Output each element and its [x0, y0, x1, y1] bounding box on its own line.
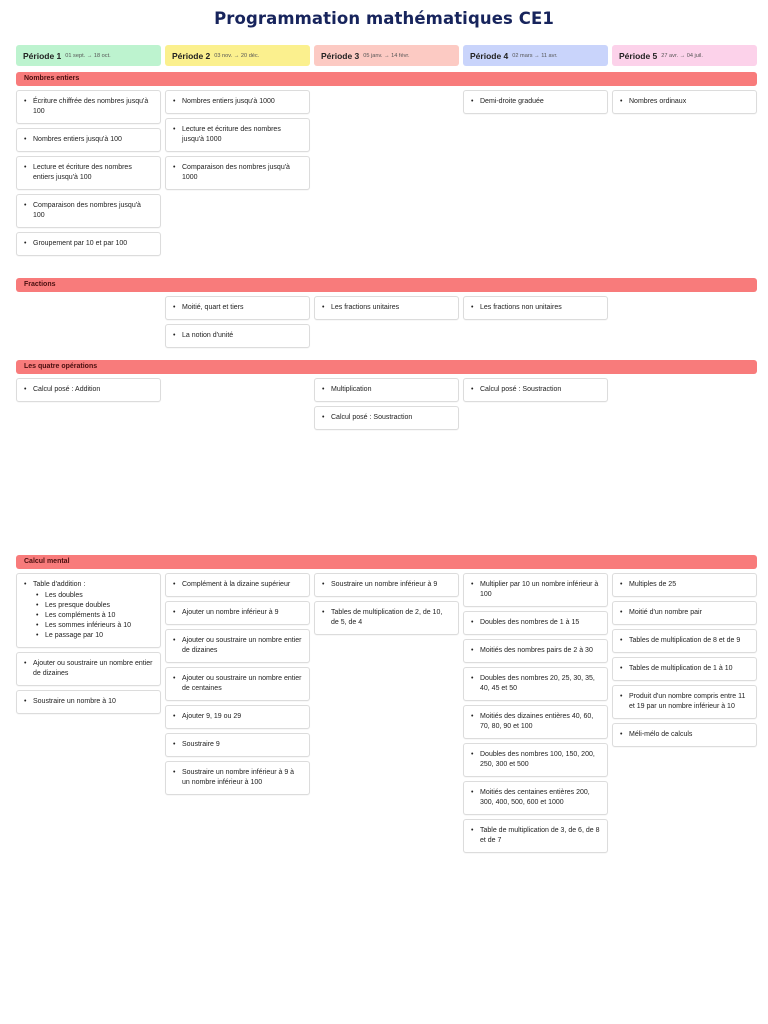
skill-card: [612, 723, 757, 747]
skill-label: Table de multiplication de 3, de 6, de 8 et de 7: [480, 827, 600, 844]
skill-label: Doubles des nombres 20, 25, 30, 35, 40, 45 et 50: [480, 675, 595, 692]
bullet-icon: •: [620, 665, 623, 672]
skill-item: [471, 788, 601, 808]
skill-card: [165, 118, 310, 152]
sub-item-label: Les doubles: [45, 592, 83, 599]
bullet-icon: •: [24, 98, 27, 105]
bullet-icon: •: [173, 637, 176, 644]
section-band: Nombres entiers: [16, 72, 757, 86]
skill-item: [24, 163, 154, 183]
skill-label: Méli-mélo de calculs: [629, 731, 693, 738]
skill-item: [322, 385, 452, 395]
period-name: Période 5: [619, 50, 658, 61]
skill-label: Moitiés des nombres pairs de 2 à 30: [480, 647, 593, 654]
skill-item: [322, 303, 452, 313]
skill-item: [620, 636, 750, 646]
bullet-icon: •: [173, 126, 176, 133]
period-name: Période 3: [321, 50, 360, 61]
period-name: Période 4: [470, 50, 509, 61]
bullet-icon: •: [322, 609, 325, 616]
skill-label: Comparaison des nombres jusqu'à 1000: [182, 164, 290, 181]
bullet-icon: •: [322, 386, 325, 393]
period-header-5: [612, 45, 757, 66]
skill-label: Multiples de 25: [629, 581, 677, 588]
skill-card: [16, 690, 161, 714]
skill-card: [16, 194, 161, 228]
skill-label: Doubles des nombres 100, 150, 200, 250, 300 et 500: [480, 751, 595, 768]
bullet-icon: •: [24, 386, 27, 393]
section-band: Les quatre opérations: [16, 360, 757, 374]
skill-label: Soustraire un nombre inférieur à 9 à un nombre inférieur à 100: [182, 769, 295, 786]
skill-card: [612, 657, 757, 681]
skill-item: [173, 97, 303, 107]
skill-item: [471, 97, 601, 107]
skill-label: Moitiés des centaines entières 200, 300, 400, 500, 600 et 1000: [480, 789, 590, 806]
skill-card: [314, 601, 459, 635]
bullet-icon: •: [471, 386, 474, 393]
skill-item: [173, 740, 303, 750]
period-column-1: [16, 378, 161, 406]
skill-label: Doubles des nombres de 1 à 15: [480, 619, 580, 626]
skill-item: [24, 697, 154, 707]
skill-label: Les fractions non unitaires: [480, 304, 562, 311]
skill-item: [173, 580, 303, 590]
skill-item: [471, 618, 601, 628]
skill-card: [612, 90, 757, 114]
sub-item-label: Le passage par 10: [45, 632, 103, 639]
bullet-icon: •: [471, 713, 474, 720]
period-header-1: [16, 45, 161, 66]
skill-card: [16, 156, 161, 190]
period-header-2: [165, 45, 310, 66]
section-band: Fractions: [16, 278, 757, 292]
skill-item: [24, 201, 154, 221]
bullet-icon: •: [173, 675, 176, 682]
skill-card: [463, 296, 608, 320]
bullet-icon: •: [471, 675, 474, 682]
skill-card: [314, 573, 459, 597]
skill-label: Lecture et écriture des nombres jusqu'à 1000: [182, 126, 281, 143]
skill-item: [471, 303, 601, 313]
period-dates: 05 janv. → 14 févr.: [363, 52, 410, 59]
skill-item: [471, 674, 601, 694]
skill-item: [322, 413, 452, 423]
bullet-icon: •: [24, 202, 27, 209]
skill-label: Ajouter un nombre inférieur à 9: [182, 609, 279, 616]
bullet-icon: •: [24, 164, 27, 171]
skill-item: [24, 659, 154, 679]
skill-item: [620, 692, 750, 712]
skill-item: [471, 750, 601, 770]
skill-card: [165, 629, 310, 663]
sub-item: [36, 601, 154, 611]
skill-item: [173, 636, 303, 656]
bullet-icon: •: [173, 332, 176, 339]
period-column-3: [314, 296, 459, 324]
skill-label: Calcul posé : Soustraction: [331, 414, 413, 421]
skill-item: [471, 385, 601, 395]
bullet-icon: •: [24, 698, 27, 705]
skill-card: [463, 781, 608, 815]
period-column-5: [612, 573, 757, 751]
period-dates: 03 nov. → 20 déc.: [214, 52, 260, 59]
bullet-icon: •: [322, 581, 325, 588]
skill-card: [463, 743, 608, 777]
skill-card: [165, 601, 310, 625]
skill-card: [612, 601, 757, 625]
skill-card: [16, 573, 161, 648]
bullet-icon: •: [471, 751, 474, 758]
skill-card: [612, 573, 757, 597]
period-column-1: [16, 573, 161, 718]
skill-label: Lecture et écriture des nombres entiers jusqu'à 100: [33, 164, 132, 181]
page-title: Programmation mathématiques CE1: [214, 9, 554, 28]
skill-item: [471, 580, 601, 600]
skill-item: [173, 331, 303, 341]
skill-item: [173, 712, 303, 722]
skill-item: [173, 768, 303, 788]
bullet-icon: •: [36, 612, 39, 619]
sub-item-label: Les presque doubles: [45, 602, 110, 609]
skill-label: Tables de multiplication de 8 et de 9: [629, 637, 741, 644]
bullet-icon: •: [620, 98, 623, 105]
skill-label: Nombres entiers jusqu'à 1000: [182, 98, 275, 105]
period-column-2: [165, 573, 310, 799]
skill-label: Table d'addition :: [33, 581, 86, 588]
period-header-3: [314, 45, 459, 66]
period-column-4: [463, 296, 608, 324]
period-dates: 27 avr. → 04 juil.: [661, 52, 703, 59]
skill-item: [620, 664, 750, 674]
sub-item: [36, 621, 154, 631]
bullet-icon: •: [24, 581, 27, 588]
skill-item: [24, 97, 154, 117]
section-fractions: [16, 278, 757, 339]
sub-item: [36, 591, 154, 601]
section-nombres-entiers: [16, 72, 757, 247]
skill-item: [173, 163, 303, 183]
bullet-icon: •: [36, 592, 39, 599]
skill-item: [24, 135, 154, 145]
bullet-icon: •: [24, 240, 27, 247]
skill-card: [165, 324, 310, 348]
bullet-icon: •: [471, 98, 474, 105]
skill-label: Moitié d'un nombre pair: [629, 609, 702, 616]
skill-card: [165, 156, 310, 190]
skill-card: [165, 667, 310, 701]
bullet-icon: •: [471, 304, 474, 311]
skill-label: Ajouter ou soustraire un nombre entier de dizaines: [182, 637, 302, 654]
period-dates: 01 sept. → 18 oct.: [65, 52, 111, 59]
skill-card: [463, 378, 608, 402]
sub-list: [36, 591, 154, 641]
skill-card: [165, 705, 310, 729]
skill-card: [16, 652, 161, 686]
skill-card: [612, 629, 757, 653]
skill-label: Soustraire un nombre à 10: [33, 698, 116, 705]
skill-label: Soustraire 9: [182, 741, 220, 748]
skill-item: [173, 674, 303, 694]
skill-item: [471, 712, 601, 732]
bullet-icon: •: [471, 619, 474, 626]
bullet-icon: •: [173, 304, 176, 311]
skill-label: Complément à la dizaine supérieur: [182, 581, 291, 588]
skill-label: Ajouter 9, 19 ou 29: [182, 713, 242, 720]
skill-card: [463, 667, 608, 701]
skill-label: Tables de multiplication de 1 à 10: [629, 665, 733, 672]
skill-label: Nombres ordinaux: [629, 98, 687, 105]
skill-label: Multiplier par 10 un nombre inférieur à 100: [480, 581, 599, 598]
bullet-icon: •: [36, 632, 39, 639]
skill-item: [24, 580, 154, 590]
period-dates: 02 mars → 11 avr.: [512, 52, 558, 59]
skill-item: [471, 646, 601, 656]
skill-label: Les fractions unitaires: [331, 304, 400, 311]
bullet-icon: •: [620, 581, 623, 588]
bullet-icon: •: [173, 164, 176, 171]
skill-card: [16, 232, 161, 256]
skill-card: [16, 128, 161, 152]
sub-item: [36, 631, 154, 641]
bullet-icon: •: [620, 693, 623, 700]
bullet-icon: •: [471, 647, 474, 654]
period-column-4: [463, 90, 608, 118]
bullet-icon: •: [173, 98, 176, 105]
skill-item: [620, 580, 750, 590]
skill-card: [16, 378, 161, 402]
skill-card: [165, 573, 310, 597]
period-column-4: [463, 573, 608, 857]
skill-card: [463, 90, 608, 114]
skill-item: [620, 97, 750, 107]
sub-item: [36, 611, 154, 621]
bullet-icon: •: [24, 660, 27, 667]
bullet-icon: •: [322, 304, 325, 311]
section-band: Calcul mental: [16, 555, 757, 569]
skill-card: [463, 611, 608, 635]
period-column-3: [314, 378, 459, 434]
bullet-icon: •: [36, 602, 39, 609]
skill-card: [165, 90, 310, 114]
period-column-4: [463, 378, 608, 406]
skill-label: Écriture chiffrée des nombres jusqu'à 100: [33, 98, 149, 115]
skill-item: [24, 239, 154, 249]
skill-item: [24, 385, 154, 395]
period-name: Période 1: [23, 50, 62, 61]
bullet-icon: •: [471, 789, 474, 796]
skill-item: [620, 730, 750, 740]
skill-label: Multiplication: [331, 386, 372, 393]
skill-item: [173, 125, 303, 145]
skill-card: [314, 406, 459, 430]
skill-card: [16, 90, 161, 124]
skill-item: [620, 608, 750, 618]
bullet-icon: •: [620, 731, 623, 738]
skill-card: [314, 296, 459, 320]
skill-card: [314, 378, 459, 402]
section-calcul-mental: [16, 555, 757, 844]
skill-item: [471, 826, 601, 846]
skill-label: Groupement par 10 et par 100: [33, 240, 128, 247]
bullet-icon: •: [471, 581, 474, 588]
skill-label: Demi-droite graduée: [480, 98, 544, 105]
skill-label: Tables de multiplication de 2, de 10, de 5, de 4: [331, 609, 443, 626]
skill-card: [463, 705, 608, 739]
bullet-icon: •: [620, 609, 623, 616]
bullet-icon: •: [36, 622, 39, 629]
bullet-icon: •: [173, 741, 176, 748]
period-name: Période 2: [172, 50, 211, 61]
skill-item: [173, 608, 303, 618]
bullet-icon: •: [173, 581, 176, 588]
skill-item: [322, 580, 452, 590]
skill-label: Ajouter ou soustraire un nombre entier de dizaines: [33, 660, 153, 677]
skill-item: [173, 303, 303, 313]
bullet-icon: •: [24, 136, 27, 143]
skill-label: Ajouter ou soustraire un nombre entier de centaines: [182, 675, 302, 692]
bullet-icon: •: [173, 713, 176, 720]
skill-card: [463, 639, 608, 663]
skill-card: [463, 819, 608, 853]
skill-label: Produit d'un nombre compris entre 11 et 19 par un nombre inférieur à 10: [629, 693, 746, 710]
period-column-2: [165, 296, 310, 352]
skill-card: [165, 733, 310, 757]
bullet-icon: •: [322, 414, 325, 421]
sub-item-label: Les sommes inférieurs à 10: [45, 622, 131, 629]
bullet-icon: •: [620, 637, 623, 644]
skill-label: Comparaison des nombres jusqu'à 100: [33, 202, 141, 219]
period-column-1: [16, 90, 161, 260]
skill-card: [165, 761, 310, 795]
skill-card: [463, 573, 608, 607]
period-column-5: [612, 90, 757, 118]
bullet-icon: •: [173, 609, 176, 616]
period-header-row: [16, 45, 757, 66]
skill-item: [322, 608, 452, 628]
period-header-4: [463, 45, 608, 66]
skill-label: Nombres entiers jusqu'à 100: [33, 136, 122, 143]
period-column-2: [165, 90, 310, 194]
skill-label: Calcul posé : Addition: [33, 386, 101, 393]
skill-label: Moitié, quart et tiers: [182, 304, 244, 311]
section-les-quatre-op-rations: [16, 360, 757, 421]
skill-card: [612, 685, 757, 719]
bullet-icon: •: [471, 827, 474, 834]
skill-label: Calcul posé : Soustraction: [480, 386, 562, 393]
bullet-icon: •: [173, 769, 176, 776]
skill-label: Soustraire un nombre inférieur à 9: [331, 581, 438, 588]
skill-label: Moitiés des dizaines entières 40, 60, 70, 80, 90 et 100: [480, 713, 594, 730]
sub-item-label: Les compléments à 10: [45, 612, 116, 619]
skill-card: [165, 296, 310, 320]
skill-label: La notion d'unité: [182, 332, 234, 339]
period-column-3: [314, 573, 459, 639]
